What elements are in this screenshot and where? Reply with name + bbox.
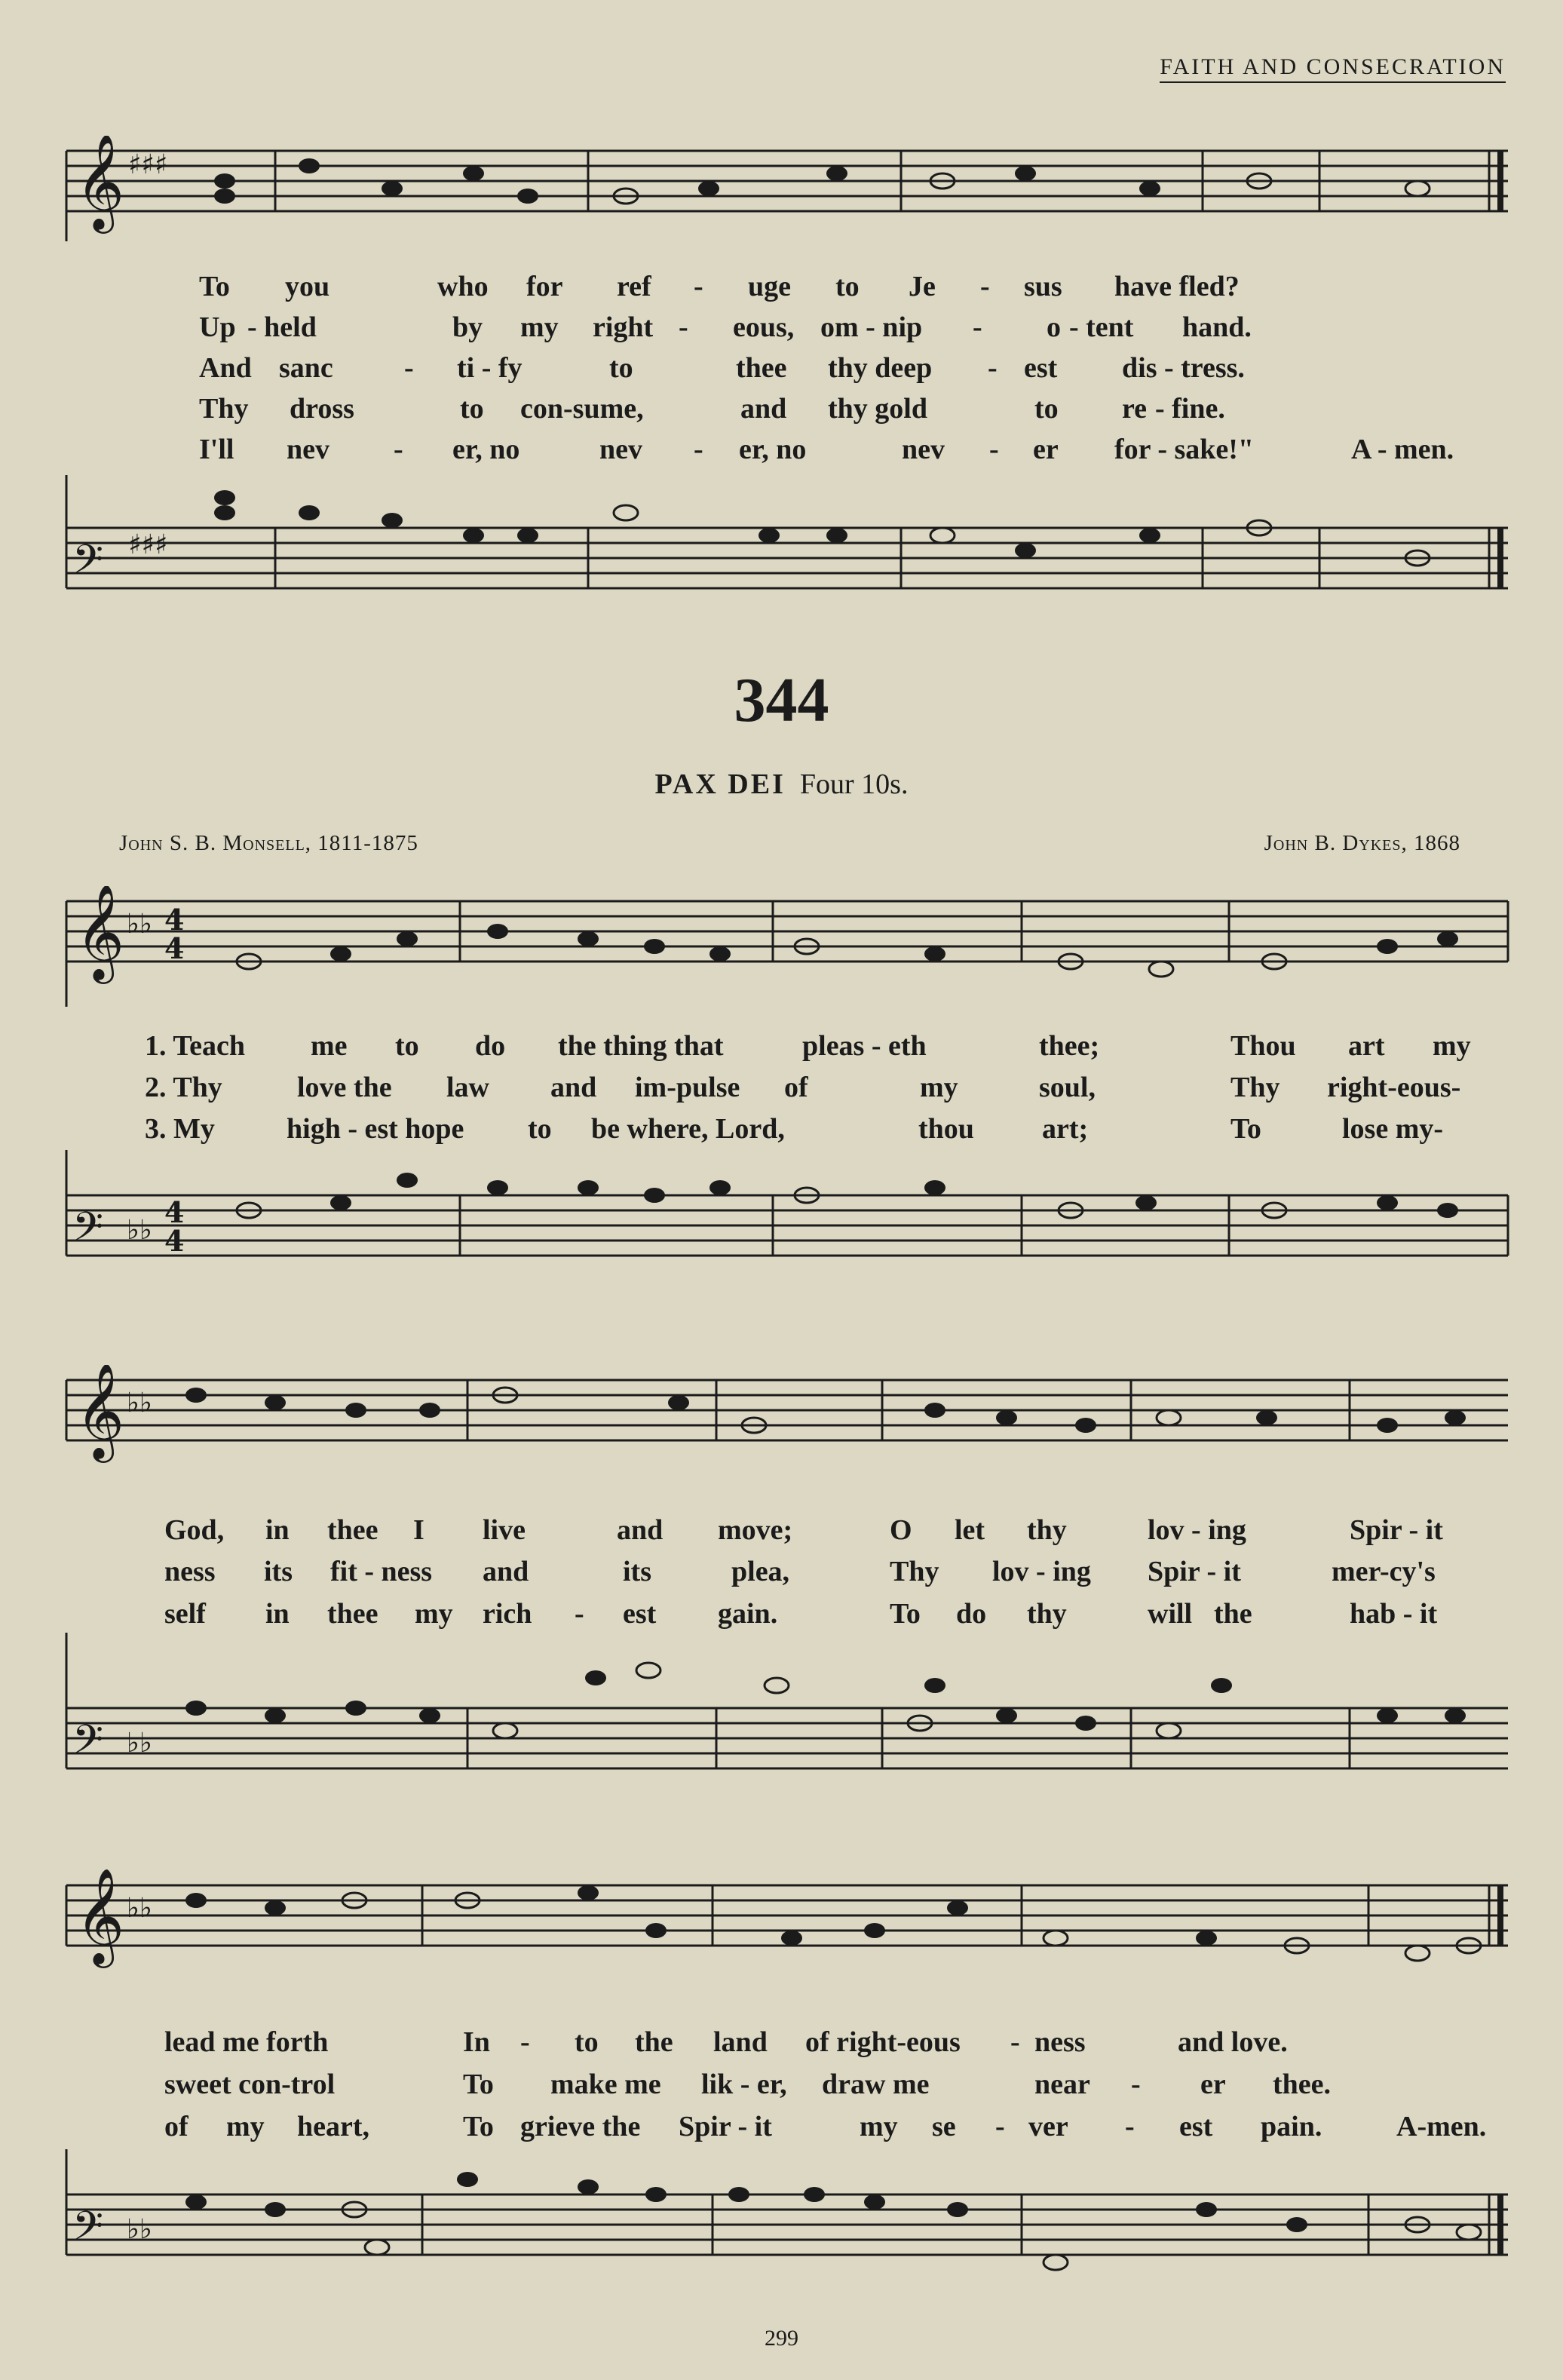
previous-hymn-lyric-line [0,270,1563,303]
lyric-syllable: who [437,271,489,302]
svg-text:𝄞: 𝄞 [75,886,125,980]
lyric-syllable: in [265,1598,290,1630]
system-2-treble-staff [0,1365,1563,1493]
lyric-syllable: God, [164,1514,225,1546]
svg-text:♭♭: ♭♭ [127,909,152,940]
composer-dates: 1868 [1414,831,1460,855]
lyric-syllable: my [520,311,559,343]
lyric-syllable: se [932,2111,956,2142]
lyric-syllable: pain. [1261,2111,1322,2142]
lyric-syllable: and [550,1072,597,1103]
system-1-treble-staff [0,886,1563,1014]
system-1-bass-staff [0,1150,1563,1301]
lyric-syllable: do [475,1030,506,1062]
lyric-syllable: - tent [1069,311,1134,343]
lyric-syllable: And [199,352,252,384]
system-1-lyric-line [0,1071,1563,1104]
lyric-syllable: - [980,271,990,302]
lyric-syllable: 1. Teach [145,1030,246,1062]
lyric-syllable: dross [290,393,354,425]
lyric-syllable: thee [327,1514,378,1546]
lyric-syllable: in [265,1514,290,1546]
previous-hymn-lyric-line [0,311,1563,344]
lyric-syllable: - [989,434,999,465]
lyric-syllable: est [1179,2111,1213,2142]
lyric-syllable: thou [918,1113,974,1145]
page-number: 299 [765,2326,798,2351]
lyric-syllable: my [415,1598,453,1630]
lyric-syllable: lov - ing [1148,1514,1246,1546]
lyric-syllable: fit - ness [330,1556,433,1587]
lyric-syllable: my [860,2111,898,2142]
lyric-syllable: thy deep [828,352,933,384]
lyric-syllable: land [713,2026,768,2058]
lyric-syllable: A - men. [1351,434,1454,465]
lyric-syllable: of [784,1072,808,1103]
author-dates: 1811-1875 [317,831,418,855]
lyric-syllable: Spir - it [1350,1514,1443,1546]
lyric-syllable: - [988,352,998,384]
lyric-syllable: - [995,2111,1005,2142]
lyric-syllable: my [1433,1030,1471,1062]
lyric-syllable: A-men. [1396,2111,1487,2142]
lyric-syllable: draw me [822,2069,930,2100]
svg-text:𝄢: 𝄢 [72,537,104,593]
lyric-syllable: right-eous- [1327,1072,1461,1103]
lyric-syllable: of [164,2111,188,2142]
svg-text:𝄢: 𝄢 [72,2204,104,2259]
lyric-syllable: have fled? [1114,271,1240,302]
lyric-syllable: thy gold [828,393,927,425]
lyric-syllable: - [973,311,982,343]
lyric-syllable: art; [1042,1113,1089,1145]
lyric-syllable: est [623,1598,657,1630]
lyric-syllable: Thy [199,393,249,425]
lyric-syllable: 2. Thy [145,1072,222,1103]
lyric-syllable: the [1214,1598,1252,1630]
lyric-syllable: to [460,393,484,425]
system-3-lyric-line [0,2026,1563,2059]
lyric-syllable: Thy [890,1556,939,1587]
lyric-syllable: - [394,434,403,465]
lyric-syllable: - [1125,2111,1135,2142]
lyric-syllable: near [1034,2069,1090,2100]
lyric-syllable: To [199,271,230,302]
lyric-syllable: lose my- [1342,1113,1444,1145]
svg-text:𝄢: 𝄢 [72,1204,104,1260]
lyric-syllable: do [956,1598,987,1630]
lyric-syllable: dis - tress. [1122,352,1245,384]
lyric-syllable: - [1010,2026,1020,2058]
lyric-syllable: thee; [1039,1030,1100,1062]
lyric-syllable: high - est hope [287,1113,464,1145]
lyric-syllable: and [740,393,787,425]
author-name: John S. B. Monsell [119,831,305,855]
lyric-syllable: er [1200,2069,1226,2100]
system-2-lyric-line [0,1514,1563,1547]
lyric-syllable: of right-eous [805,2026,961,2058]
lyric-syllable: om - nip [820,311,923,343]
lyric-syllable: o [1047,311,1061,343]
lyric-syllable: - fine. [1155,393,1225,425]
lyric-syllable: er, no [452,434,520,465]
lyric-syllable: live [483,1514,526,1546]
lyric-syllable: To [463,2111,494,2142]
lyric-syllable: art [1348,1030,1385,1062]
previous-hymn-lyric-line [0,392,1563,425]
lyric-syllable: to [835,271,860,302]
lyric-syllable: by [452,311,483,343]
lyric-syllable: eous, [733,311,795,343]
lyric-syllable: Thou [1230,1030,1296,1062]
lyric-syllable: hab - it [1350,1598,1438,1630]
lyric-syllable: its [623,1556,651,1587]
lyric-syllable: con-sume, [520,393,644,425]
lyric-syllable: thy [1027,1514,1067,1546]
hymn-number: 344 [734,665,829,735]
lyric-syllable: right [593,311,654,343]
svg-text:𝄞: 𝄞 [75,136,125,229]
lyric-syllable: 3. My [145,1113,215,1145]
lyric-syllable: est [1024,352,1058,384]
lyric-syllable: heart, [297,2111,370,2142]
system-3-treble-staff [0,1863,1563,1998]
tune-meter: Four 10s. [799,768,909,800]
svg-text:♭♭: ♭♭ [127,1388,152,1418]
previous-hymn-lyric-line [0,433,1563,466]
svg-text:♭♭: ♭♭ [127,1893,152,1924]
lyric-syllable: sweet con-trol [164,2069,336,2100]
lyric-syllable: thee [327,1598,378,1630]
previous-hymn-treble-staff [0,136,1563,256]
lyric-syllable: and [617,1514,664,1546]
lyric-syllable: im-pulse [635,1072,740,1103]
lyric-syllable: ti - fy [457,352,523,384]
lyric-syllable: the [635,2026,673,2058]
lyric-syllable: to [528,1113,552,1145]
lyric-syllable: me [311,1030,348,1062]
lyric-syllable: and [483,1556,529,1587]
svg-text:4: 4 [164,931,185,965]
system-2-bass-staff [0,1633,1563,1814]
svg-text:♭♭: ♭♭ [127,1215,152,1246]
lyric-syllable: to [395,1030,419,1062]
lyric-syllable: make me [550,2069,661,2100]
composer-credit: John B. Dykes, 1868 [1264,831,1460,855]
system-3-lyric-line [0,2110,1563,2143]
lyric-syllable: re [1122,393,1148,425]
lyric-syllable: gain. [718,1598,778,1630]
lyric-syllable: you [285,271,330,302]
lyric-syllable: hand. [1182,311,1252,343]
lyric-syllable: for - sake!" [1114,434,1255,465]
lyric-syllable: ness [164,1556,216,1587]
lyric-syllable: ness [1034,2026,1086,2058]
system-1-lyric-line [0,1029,1563,1063]
lyric-syllable: - [404,352,414,384]
lyric-syllable: Up [199,311,236,343]
lyric-syllable: - [694,271,703,302]
composer-name: John B. Dykes [1264,831,1402,855]
lyric-syllable: nev [599,434,642,465]
lyric-syllable: ver [1028,2111,1068,2142]
lyric-syllable: law [446,1072,489,1103]
svg-text:♭♭: ♭♭ [127,2214,152,2245]
lyric-syllable: will [1148,1598,1193,1630]
lyric-syllable: Je [909,271,936,302]
lyric-syllable: my [226,2111,265,2142]
lyric-syllable: to [575,2026,599,2058]
lyric-syllable: rich [483,1598,532,1630]
lyric-syllable: the thing that [558,1030,724,1062]
running-head: FAITH AND CONSECRATION [1160,54,1506,83]
lyric-syllable: mer-cy's [1332,1556,1436,1587]
system-2-lyric-line [0,1555,1563,1588]
lyric-syllable: er, no [739,434,807,465]
lyric-syllable: O [890,1514,912,1546]
lyric-syllable: er [1033,434,1059,465]
lyric-syllable: - held [247,311,317,343]
author-credit: John S. B. Monsell, 1811-1875 [119,831,418,855]
lyric-syllable: and love. [1178,2026,1288,2058]
lyric-syllable: lead me forth [164,2026,329,2058]
lyric-syllable: - [575,1598,584,1630]
lyric-syllable: let [955,1514,985,1546]
lyric-syllable: - [694,434,703,465]
lyric-syllable: for [526,271,563,302]
lyric-syllable: - [520,2026,530,2058]
lyric-syllable: To [463,2069,494,2100]
lyric-syllable: Spir - it [1148,1556,1241,1587]
svg-text:4: 4 [164,1224,185,1258]
system-1-lyric-line [0,1112,1563,1146]
lyric-syllable: plea, [731,1556,790,1587]
svg-text:♯♯♯: ♯♯♯ [128,149,168,180]
lyric-syllable: self [164,1598,206,1630]
system-3-lyric-line [0,2068,1563,2101]
lyric-syllable: - [679,311,688,343]
lyric-syllable: pleas - eth [802,1030,927,1062]
svg-text:𝄞: 𝄞 [75,1867,125,1964]
lyric-syllable: lik - er, [701,2069,787,2100]
lyric-syllable: sus [1024,271,1062,302]
lyric-syllable: To [1230,1113,1261,1145]
lyric-syllable: move; [718,1514,793,1546]
lyric-syllable: sanc [279,352,333,384]
lyric-syllable: lov - ing [992,1556,1091,1587]
tune-name: PAX DEI [654,768,786,800]
lyric-syllable: ref [617,271,651,302]
system-2-lyric-line [0,1597,1563,1630]
tune-line [0,768,1563,801]
lyric-syllable: soul, [1039,1072,1096,1103]
system-3-bass-staff [0,2149,1563,2311]
lyric-syllable: nev [902,434,945,465]
lyric-syllable: grieve the [520,2111,641,2142]
lyric-syllable: Thy [1230,1072,1280,1103]
lyric-syllable: my [920,1072,958,1103]
lyric-syllable: uge [748,271,791,302]
previous-hymn-bass-staff [0,475,1563,664]
lyric-syllable: thee. [1273,2069,1332,2100]
lyric-syllable: be where, Lord, [591,1113,785,1145]
lyric-syllable: To [890,1598,921,1630]
svg-text:♭♭: ♭♭ [127,1728,152,1759]
lyric-syllable: thy [1027,1598,1067,1630]
lyric-syllable: I'll [199,434,234,465]
svg-text:4: 4 [164,903,185,937]
svg-text:𝄢: 𝄢 [72,1717,104,1773]
lyric-syllable: its [264,1556,293,1587]
svg-text:𝄞: 𝄞 [75,1365,125,1458]
lyric-syllable: to [609,352,633,384]
svg-text:4: 4 [164,1195,185,1229]
svg-text:♯♯♯: ♯♯♯ [128,529,168,560]
lyric-syllable: thee [736,352,787,384]
lyric-syllable: love the [297,1072,392,1103]
lyric-syllable: I [413,1514,424,1546]
previous-hymn-lyric-line [0,351,1563,385]
lyric-syllable: nev [287,434,329,465]
lyric-syllable: In [463,2026,490,2058]
lyric-syllable: Spir - it [679,2111,772,2142]
lyric-syllable: - [1131,2069,1141,2100]
lyric-syllable: to [1034,393,1059,425]
